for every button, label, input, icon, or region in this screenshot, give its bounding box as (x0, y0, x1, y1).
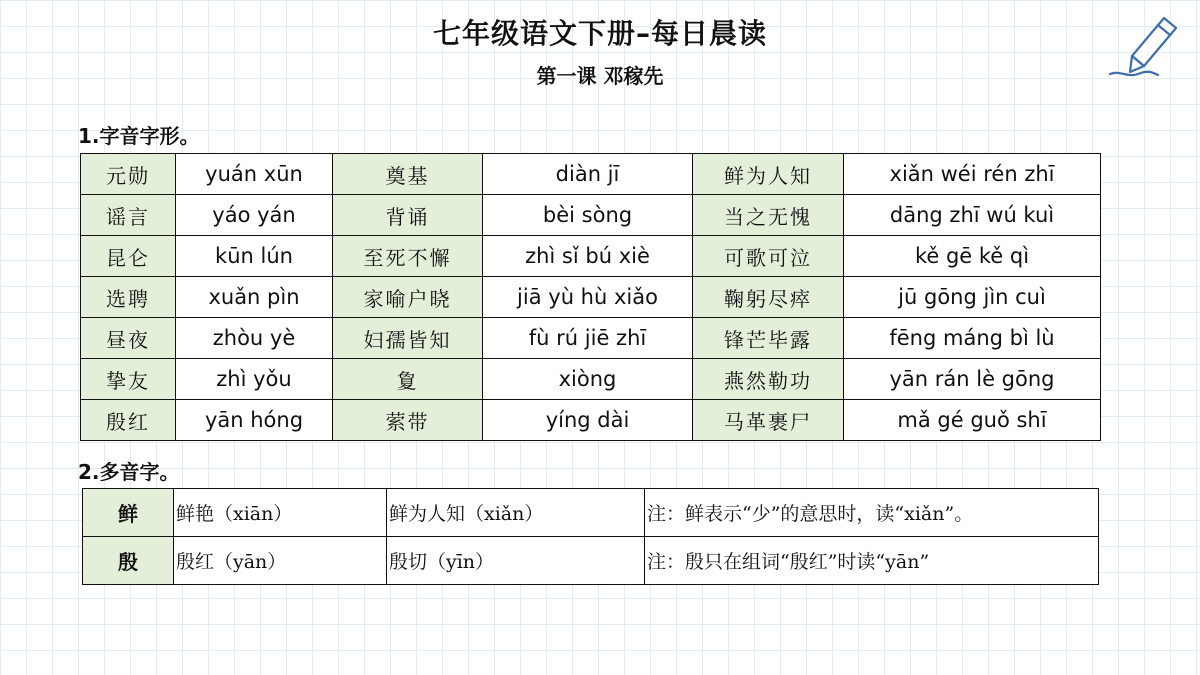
section-number: 1. (78, 124, 100, 148)
word-cell: 奠基 (333, 154, 483, 195)
table-row (81, 154, 1101, 195)
word-cell: 锋芒毕露 (693, 318, 844, 359)
polyphonic-char-cell: 殷 (83, 537, 174, 585)
example-cell: 鲜艳（xiān） (174, 489, 387, 537)
pinyin-cell: dāng zhī wú kuì (844, 195, 1101, 236)
pinyin-cell: xiòng (483, 359, 693, 400)
section-number: 2. (78, 460, 100, 484)
word-cell: 鞠躬尽瘁 (693, 277, 844, 318)
table-row (81, 236, 1101, 277)
section-label: 字音字形。 (99, 124, 200, 148)
pinyin-cell: yáo yán (176, 195, 333, 236)
word-cell: 家喻户晓 (333, 277, 483, 318)
page-title: 七年级语文下册–每日晨读 (432, 17, 767, 50)
pinyin-cell: xiǎn wéi rén zhī (844, 154, 1101, 195)
table-row (83, 537, 1099, 585)
word-cell: 当之无愧 (693, 195, 844, 236)
word-cell: 妇孺皆知 (333, 318, 483, 359)
pinyin-cell: kě gē kě qì (844, 236, 1101, 277)
pinyin-cell: fēng máng bì lù (844, 318, 1101, 359)
pinyin-cell: zhòu yè (176, 318, 333, 359)
polyphonic-char-cell: 鲜 (83, 489, 174, 537)
pinyin-cell: yān hóng (176, 400, 333, 441)
table-row (81, 277, 1101, 318)
word-cell: 昼夜 (81, 318, 176, 359)
polyphonic-table (82, 488, 1099, 585)
table-row (81, 359, 1101, 400)
table-row (83, 489, 1099, 537)
pinyin-cell: yíng dài (483, 400, 693, 441)
pinyin-cell: yuán xūn (176, 154, 333, 195)
pinyin-cell: fù rú jiē zhī (483, 318, 693, 359)
pinyin-cell: kūn lún (176, 236, 333, 277)
pinyin-cell: zhì yǒu (176, 359, 333, 400)
word-cell: 可歌可泣 (693, 236, 844, 277)
example-cell: 殷切（yīn） (387, 537, 645, 585)
pinyin-cell: mǎ gé guǒ shī (844, 400, 1101, 441)
word-cell: 谣言 (81, 195, 176, 236)
table-row (81, 318, 1101, 359)
word-cell: 至死不懈 (333, 236, 483, 277)
word-cell: 燕然勒功 (693, 359, 844, 400)
section-label: 多音字。 (99, 460, 180, 484)
vocab-table (80, 153, 1101, 441)
section-title-pronunciation (78, 120, 200, 149)
pinyin-cell: jū gōng jìn cuì (844, 277, 1101, 318)
page-subtitle: 第一课 邓稼先 (536, 64, 664, 88)
word-cell: 选聘 (81, 277, 176, 318)
note-cell: 注：鲜表示“少”的意思时，读“xiǎn”。 (645, 489, 1099, 537)
word-cell: 元勋 (81, 154, 176, 195)
pinyin-cell: zhì sǐ bú xiè (483, 236, 693, 277)
note-cell: 注：殷只在组词“殷红”时读“yān” (645, 537, 1099, 585)
word-cell: 鲜为人知 (693, 154, 844, 195)
word-cell: 昆仑 (81, 236, 176, 277)
pinyin-cell: bèi sòng (483, 195, 693, 236)
pinyin-cell: yān rán lè gōng (844, 359, 1101, 400)
example-cell: 殷红（yān） (174, 537, 387, 585)
word-cell: 背诵 (333, 195, 483, 236)
pencil-icon (1108, 12, 1188, 82)
word-cell: 夐 (333, 359, 483, 400)
example-cell: 鲜为人知（xiǎn） (387, 489, 645, 537)
word-cell: 殷红 (81, 400, 176, 441)
word-cell: 萦带 (333, 400, 483, 441)
section-title-polyphonic (78, 456, 180, 485)
table-row (81, 195, 1101, 236)
pinyin-cell: xuǎn pìn (176, 277, 333, 318)
pinyin-cell: diàn jī (483, 154, 693, 195)
word-cell: 挚友 (81, 359, 176, 400)
table-row (81, 400, 1101, 441)
word-cell: 马革裹尸 (693, 400, 844, 441)
pinyin-cell: jiā yù hù xiǎo (483, 277, 693, 318)
